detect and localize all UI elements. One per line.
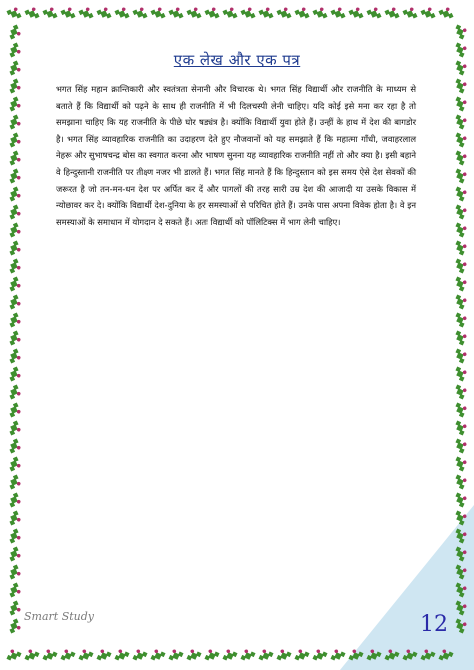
holly-leaf-icon — [8, 455, 24, 474]
holly-leaf-icon — [113, 5, 132, 21]
holly-leaf-icon — [454, 436, 470, 455]
holly-leaf-icon — [454, 562, 470, 581]
holly-leaf-icon — [346, 647, 365, 663]
holly-leaf-icon — [401, 5, 420, 21]
holly-leaf-icon — [8, 149, 24, 168]
holly-leaf-icon — [41, 5, 60, 21]
holly-leaf-icon — [347, 5, 366, 21]
holly-leaf-icon — [8, 77, 24, 96]
holly-leaf-icon — [4, 647, 23, 663]
holly-leaf-icon — [454, 310, 470, 329]
holly-leaf-icon — [454, 508, 470, 527]
holly-leaf-icon — [203, 5, 222, 21]
holly-leaf-icon — [400, 647, 419, 663]
holly-leaf-icon — [8, 185, 24, 204]
holly-leaf-icon — [221, 5, 240, 21]
holly-leaf-icon — [8, 275, 24, 294]
holly-leaf-icon — [8, 239, 24, 258]
holly-leaf-icon — [454, 364, 470, 383]
holly-leaf-icon — [365, 5, 384, 21]
holly-leaf-icon — [8, 419, 24, 438]
holly-leaf-icon — [292, 647, 311, 663]
holly-leaf-icon — [454, 274, 470, 293]
holly-leaf-icon — [454, 220, 470, 239]
article-body — [56, 81, 416, 230]
holly-leaf-icon — [40, 647, 59, 663]
holly-leaf-icon — [8, 563, 24, 582]
holly-leaf-icon — [454, 400, 470, 419]
holly-leaf-icon — [257, 5, 276, 21]
holly-leaf-icon — [454, 544, 470, 563]
holly-leaf-icon — [8, 167, 24, 186]
holly-leaf-icon — [454, 256, 470, 275]
holly-leaf-icon — [437, 5, 456, 21]
holly-leaf-icon — [454, 76, 470, 95]
holly-leaf-icon — [454, 454, 470, 473]
holly-leaf-icon — [202, 647, 221, 663]
holly-leaf-icon — [454, 184, 470, 203]
holly-leaf-icon — [364, 647, 383, 663]
holly-leaf-icon — [8, 95, 24, 114]
holly-leaf-icon — [8, 59, 24, 78]
holly-leaf-icon — [8, 473, 24, 492]
holly-leaf-icon — [166, 647, 185, 663]
holly-leaf-icon — [8, 131, 24, 150]
holly-leaf-icon — [310, 647, 329, 663]
body-paragraph: भगत सिंह महान क्रान्तिकारी और स्वतंत्रता सेनानी और विचारक थे। भगत सिंह विद्यार्थी और राजनीति के माध्यम से बताते हैं कि विद्यार्थी को पढ़ने के साथ ही राजनीति में भी दिलचस्पी लेनी चाहिए। यदि कोई इसे मना कर रहा है तो समझाना चाहिए कि यह राजनीति के पीछे घोर षड्यंत्र है। क्योंकि विद्यार्थी युवा होते हैं। उन्हीं के हाथ में देश की बागडोर है। भगत सिंह व्यावहारिक राजनीति का उदाहरण देते हुए नौजवानों को यह समझाते हैं कि महात्मा गाँधी, जवाहरलाल नेहरू और सुभाषचन्द्र बोस का स्वगात करना और भाषण सुनना यह व्यावहारिक राजनीति नहीं तो और क्या है। इसी बहाने वे हिन्दुस्तानी राजनीति पर तीक्ष्ण नजर भी डालते हैं। भगत सिंह मानते हैं कि हिन्दुस्तान को इस समय ऐसे देश सेवकों की जरूरत है जो तन-मन-धन देश पर अर्पित कर दें और पागलों की तरह सारी उम्र देश की आजादी या उसके विकास में न्योछावर कर दे। क्योंकि विद्यार्थी देश-दुनिया के हर समस्याओं से परिचित होते हैं। उनके पास अपना विवेक होता है। वे इन समस्याओं के समाधान में योगदान दे सकते हैं। अतः विद्यार्थी को पॉलिटिक्स में भाग लेनी चाहिए। — [56, 84, 416, 227]
holly-leaf-icon — [328, 647, 347, 663]
holly-leaf-icon — [454, 148, 470, 167]
holly-leaf-icon — [454, 94, 470, 113]
holly-leaf-icon — [76, 647, 95, 663]
holly-leaf-icon — [383, 5, 402, 21]
holly-leaf-icon — [23, 5, 42, 21]
holly-leaf-icon — [8, 365, 24, 384]
holly-leaf-icon — [8, 545, 24, 564]
holly-leaf-icon — [8, 41, 24, 60]
holly-leaf-icon — [436, 647, 455, 663]
holly-leaf-icon — [58, 647, 77, 663]
holly-leaf-icon — [418, 647, 437, 663]
holly-leaf-icon — [454, 202, 470, 221]
holly-leaf-icon — [5, 5, 24, 21]
holly-leaf-icon — [8, 293, 24, 312]
holly-leaf-icon — [454, 22, 470, 41]
holly-leaf-icon — [8, 509, 24, 528]
holly-leaf-icon — [220, 647, 239, 663]
holly-leaf-icon — [275, 5, 294, 21]
holly-leaf-icon — [454, 112, 470, 131]
holly-leaf-icon — [454, 472, 470, 491]
holly-leaf-icon — [8, 329, 24, 348]
holly-leaf-icon — [8, 203, 24, 222]
holly-leaf-icon — [238, 647, 257, 663]
holly-leaf-icon — [22, 647, 41, 663]
holly-leaf-icon — [8, 581, 24, 600]
holly-leaf-icon — [131, 5, 150, 21]
holly-leaf-icon — [8, 347, 24, 366]
holly-leaf-icon — [454, 490, 470, 509]
holly-leaf-icon — [454, 382, 470, 401]
holly-leaf-icon — [454, 526, 470, 545]
holly-leaf-icon — [95, 5, 114, 21]
holly-leaf-icon — [94, 647, 113, 663]
holly-leaf-icon — [8, 599, 24, 618]
page-number: 12 — [420, 612, 448, 637]
holly-leaf-icon — [454, 616, 470, 635]
holly-leaf-icon — [8, 257, 24, 276]
holly-leaf-icon — [77, 5, 96, 21]
holly-leaf-icon — [454, 58, 470, 77]
holly-leaf-icon — [148, 647, 167, 663]
title-container — [152, 50, 322, 69]
holly-leaf-icon — [8, 383, 24, 402]
smart-study-watermark: Smart Study — [24, 610, 94, 623]
holly-leaf-icon — [454, 346, 470, 365]
holly-leaf-icon — [454, 166, 470, 185]
holly-leaf-icon — [8, 401, 24, 420]
holly-leaf-icon — [8, 527, 24, 546]
holly-leaf-icon — [130, 647, 149, 663]
holly-leaf-icon — [274, 647, 293, 663]
holly-leaf-icon — [184, 647, 203, 663]
holly-leaf-icon — [149, 5, 168, 21]
holly-leaf-icon — [454, 130, 470, 149]
holly-leaf-icon — [454, 580, 470, 599]
holly-leaf-icon — [8, 437, 24, 456]
holly-leaf-icon — [8, 113, 24, 132]
holly-leaf-icon — [454, 598, 470, 617]
holly-leaf-icon — [329, 5, 348, 21]
holly-leaf-icon — [454, 40, 470, 59]
holly-leaf-icon — [8, 221, 24, 240]
holly-leaf-icon — [454, 292, 470, 311]
holly-leaf-icon — [454, 328, 470, 347]
holly-leaf-icon — [59, 5, 78, 21]
holly-leaf-icon — [8, 311, 24, 330]
holly-leaf-icon — [293, 5, 312, 21]
holly-leaf-icon — [311, 5, 330, 21]
holly-leaf-icon — [382, 647, 401, 663]
page-title: एक लेख और एक पत्र — [173, 51, 301, 69]
holly-leaf-icon — [256, 647, 275, 663]
holly-leaf-icon — [454, 238, 470, 257]
holly-leaf-icon — [185, 5, 204, 21]
holly-leaf-icon — [112, 647, 131, 663]
holly-leaf-icon — [454, 418, 470, 437]
holly-leaf-icon — [419, 5, 438, 21]
holly-leaf-icon — [8, 491, 24, 510]
holly-leaf-icon — [167, 5, 186, 21]
holly-leaf-icon — [239, 5, 258, 21]
holly-leaf-icon — [8, 617, 24, 636]
holly-leaf-icon — [8, 23, 24, 42]
